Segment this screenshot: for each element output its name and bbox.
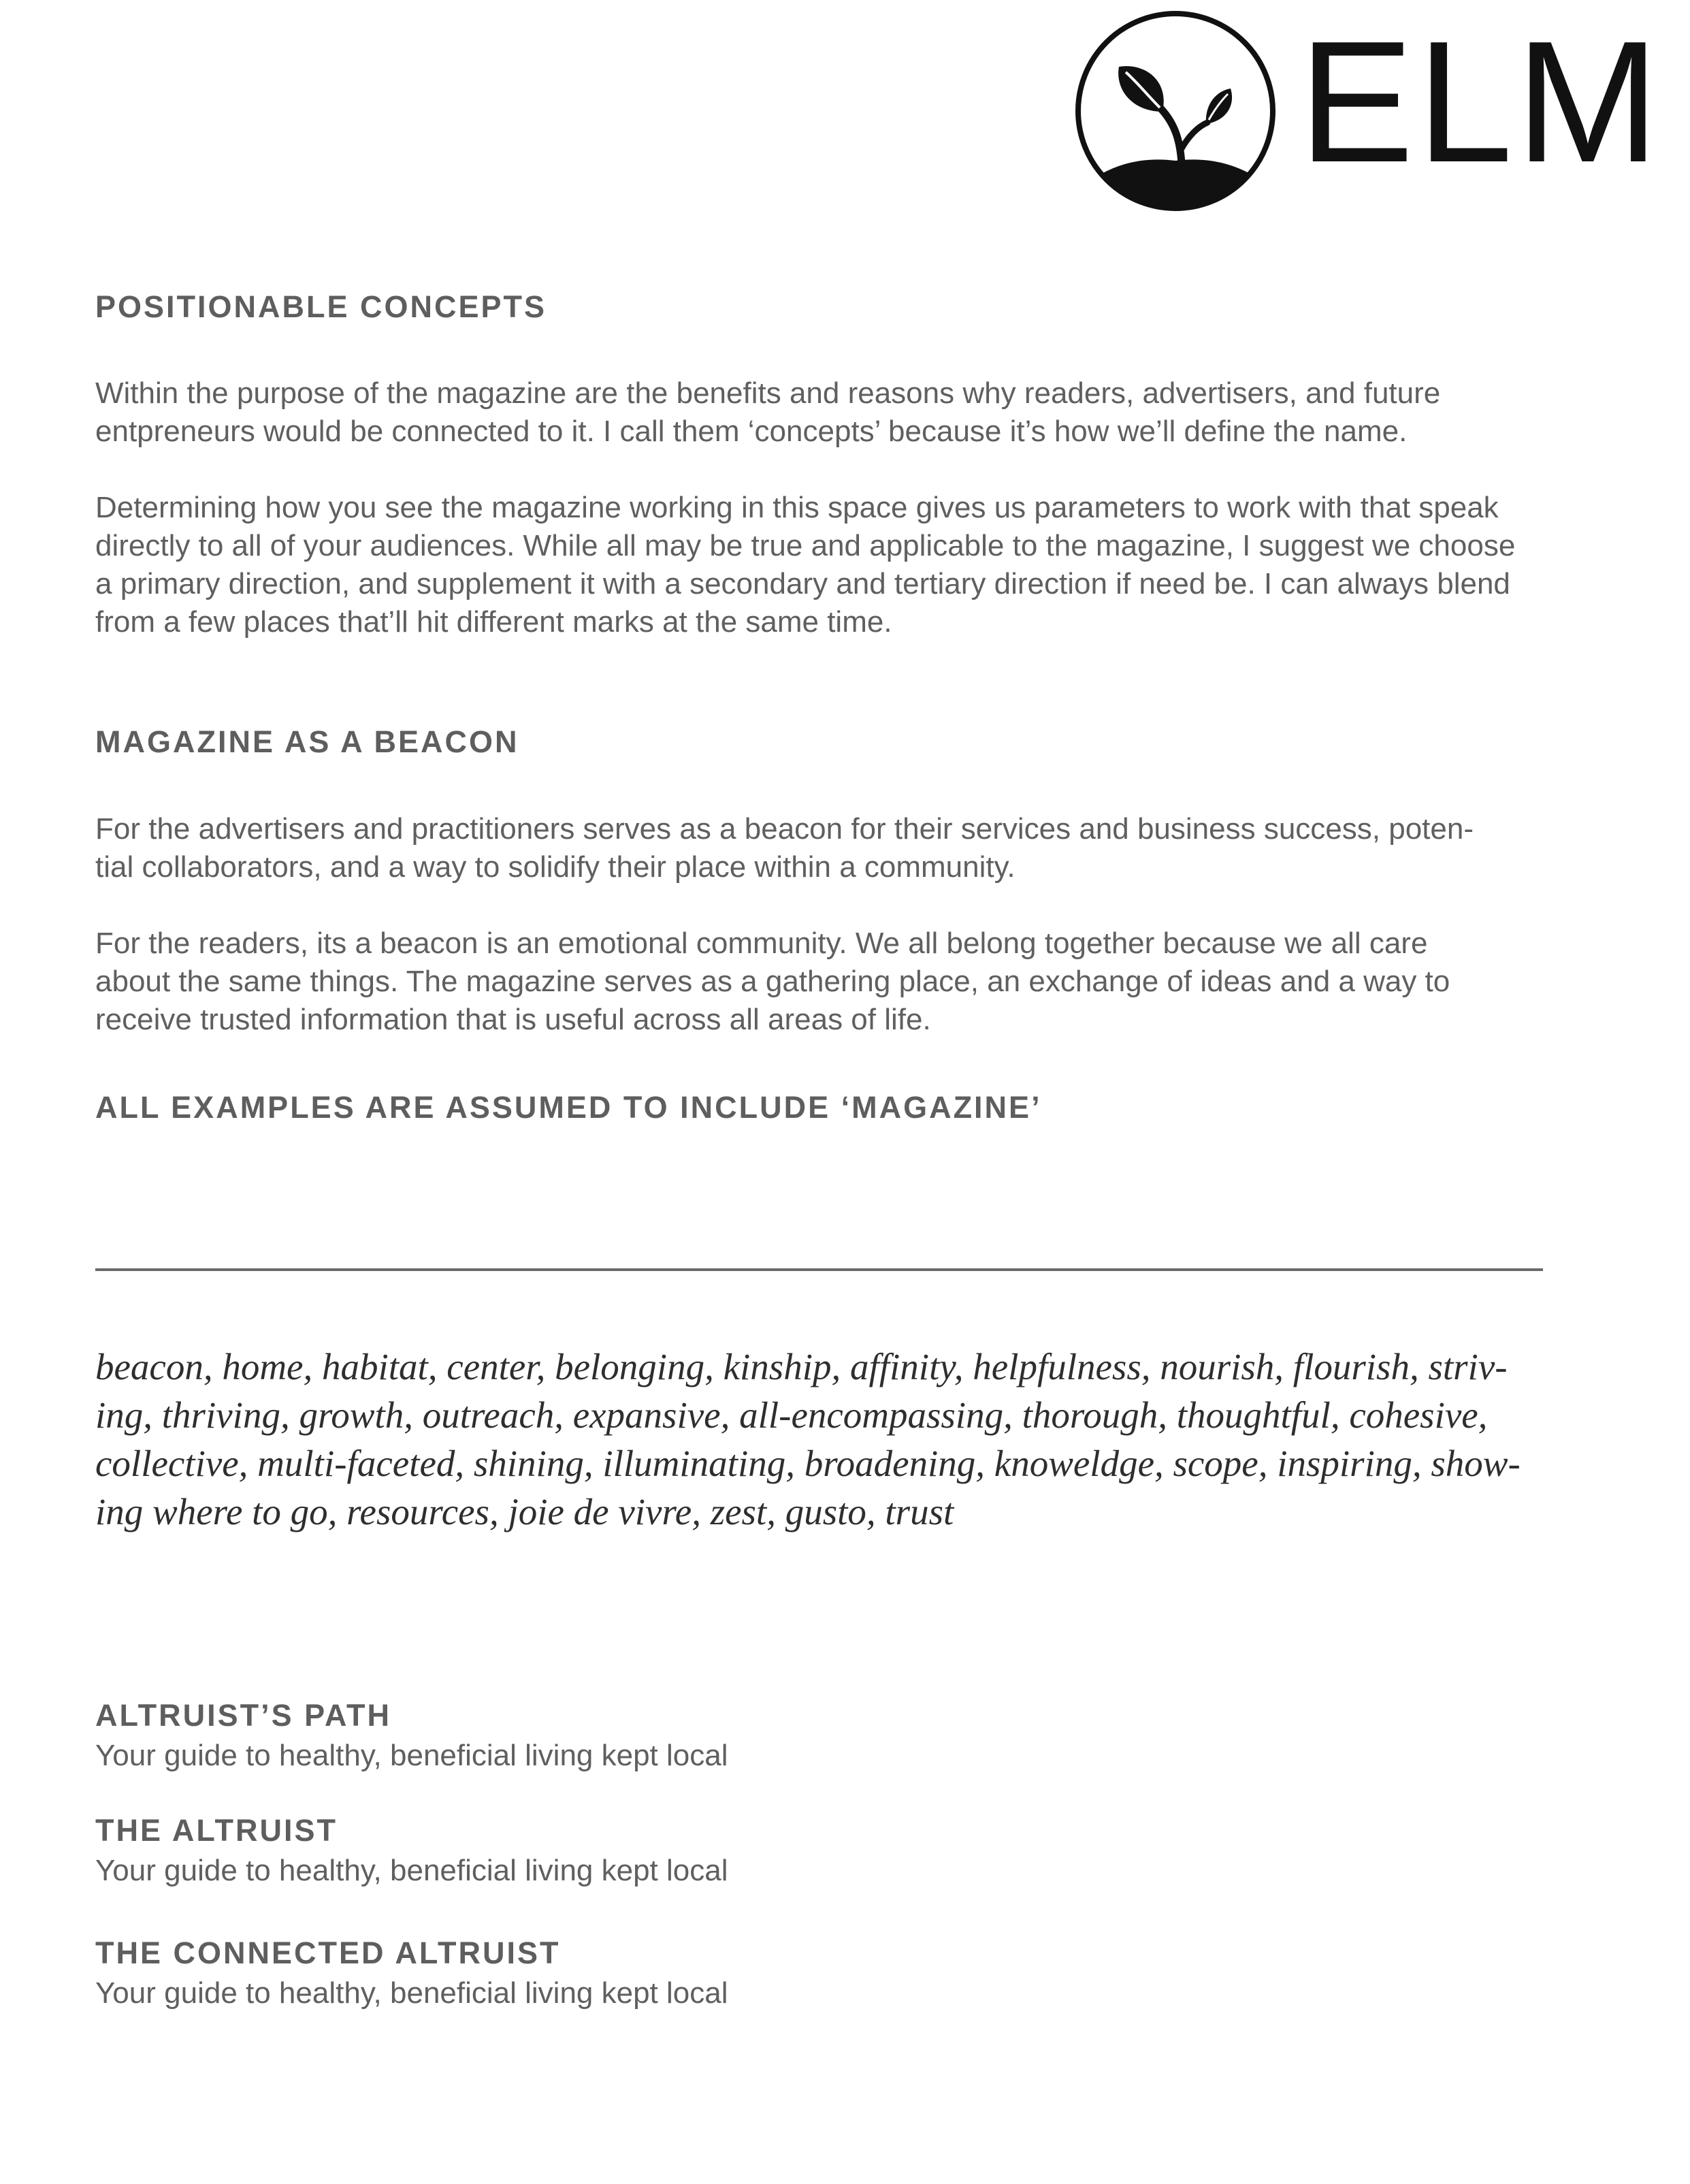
name-option-title: THE ALTRUIST	[95, 1813, 338, 1848]
name-option-tagline: Your guide to healthy, beneficial living kept local	[95, 1739, 728, 1772]
beacon-paragraph-2	[95, 925, 1450, 1039]
text-line: from a few places that’ll hit different marks at the same time.	[95, 605, 892, 639]
beacon-paragraph-1	[95, 810, 1474, 886]
text-line: a primary direction, and supplement it with a secondary and tertiary direction if need be. I can always blend	[95, 567, 1510, 600]
keyword-line: ing where to go, resources, joie de vivre, zest, gusto, trust	[95, 1491, 954, 1532]
text-line: Within the purpose of the magazine are the benefits and reasons why readers, advertisers, and future	[95, 376, 1441, 410]
elm-logo	[1074, 5, 1663, 212]
keyword-line: collective, multi-faceted, shining, illuminating, broadening, knoweldge, scope, inspiring, show-	[95, 1443, 1521, 1484]
logo-wordmark: ELM	[1299, 5, 1663, 198]
name-option-title: ALTRUIST’S PATH	[95, 1698, 391, 1733]
text-line: Determining how you see the magazine working in this space gives us parameters to work with that speak	[95, 491, 1499, 524]
keyword-line: beacon, home, habitat, center, belonging, kinship, affinity, helpfulness, nourish, flourish, striv-	[95, 1346, 1508, 1387]
name-option-title: THE CONNECTED ALTRUIST	[95, 1936, 561, 1970]
text-line: tial collaborators, and a way to solidify their place within a community.	[95, 850, 1015, 884]
name-option-tagline: Your guide to healthy, beneficial living kept local	[95, 1976, 728, 2010]
divider	[95, 1268, 1543, 1271]
keyword-list	[95, 1343, 1521, 1536]
text-line: For the readers, its a beacon is an emotional community. We all belong together because we all care	[95, 927, 1428, 960]
positionable-paragraph-1	[95, 374, 1440, 451]
text-line: For the advertisers and practitioners serves as a beacon for their services and business success, poten-	[95, 812, 1474, 846]
name-option-tagline: Your guide to healthy, beneficial living kept local	[95, 1854, 728, 1887]
text-line: directly to all of your audiences. While all may be true and applicable to the magazine, I suggest we choose	[95, 529, 1516, 562]
section-heading-magazine-as-a-beacon: MAGAZINE AS A BEACON	[95, 724, 519, 759]
text-line: entpreneurs would be connected to it. I call them ‘concepts’ because it’s how we’ll define the name.	[95, 415, 1408, 448]
keyword-line: ing, thriving, growth, outreach, expansive, all-encompassing, thorough, thoughtful, cohesive,	[95, 1394, 1488, 1436]
sprout-in-circle-icon	[1074, 10, 1277, 212]
text-line: about the same things. The magazine serves as a gathering place, an exchange of ideas and a way to	[95, 965, 1450, 998]
positionable-paragraph-2	[95, 489, 1515, 641]
section-heading-positionable-concepts: POSITIONABLE CONCEPTS	[95, 289, 547, 324]
examples-note: ALL EXAMPLES ARE ASSUMED TO INCLUDE ‘MAGAZINE’	[95, 1090, 1042, 1125]
text-line: receive trusted information that is useful across all areas of life.	[95, 1003, 931, 1036]
